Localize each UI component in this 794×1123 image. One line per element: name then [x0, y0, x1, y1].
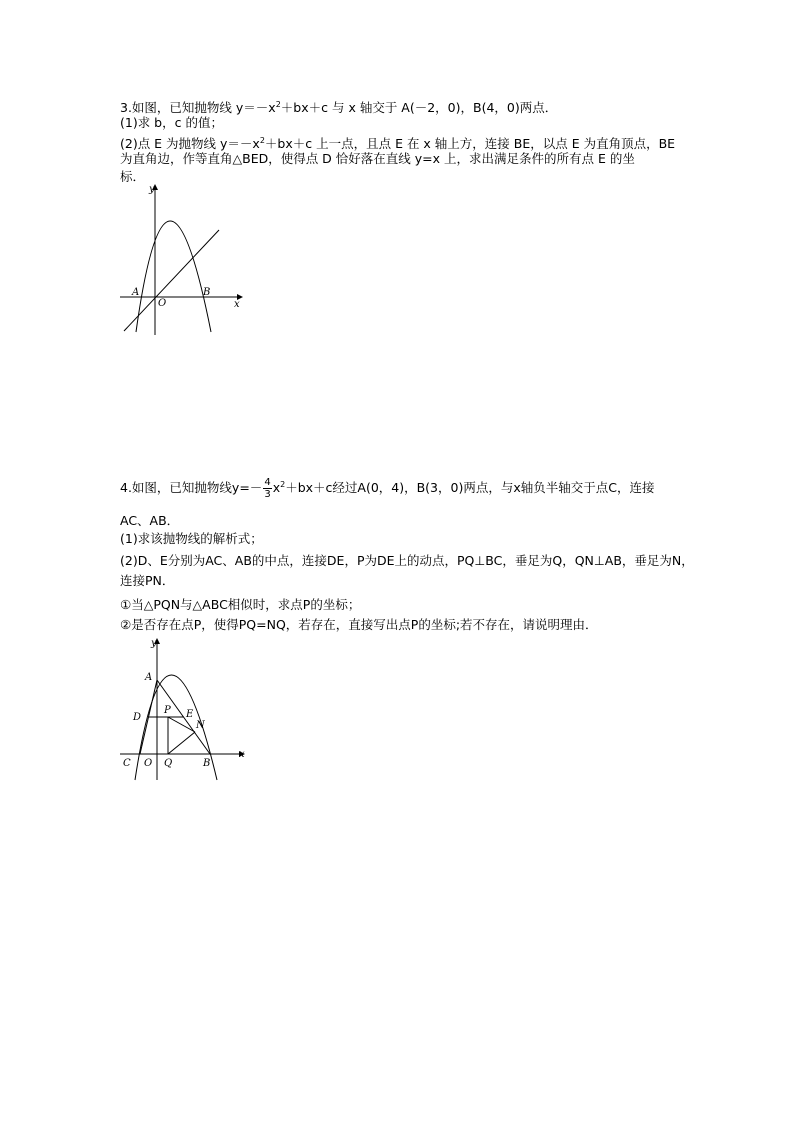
p3-line5: 标．	[120, 169, 146, 184]
p3-sup-2b: 2	[259, 136, 265, 145]
p4-line1-text-a: 4.如图，已知抛物线y=－	[120, 480, 263, 495]
p4-frac-num: 4	[264, 477, 271, 488]
p4-frac-den: 3	[264, 489, 271, 500]
p3-line-y-eq-x	[124, 230, 219, 331]
p4-q2: ②是否存在点P，使得PQ=NQ，若存在，直接写出点P的坐标;若不存在，请说明理由．	[120, 617, 598, 632]
p4-label-O: O	[144, 758, 153, 769]
p3-line3-text-a: (2)点 E 为抛物线 y＝－x	[120, 136, 260, 151]
p4-fraction	[263, 477, 271, 500]
p3-part1: (1)求 b，c 的值；	[120, 115, 223, 130]
p4-label-N: N	[196, 720, 205, 731]
p3-line1-text-b: ＋bx＋c 与 x 轴交于 A(－2，0)，B(4，0)两点．	[280, 100, 558, 115]
p4-q1: ①当△PQN与△ABC相似时，求点P的坐标；	[120, 597, 361, 612]
p4-label-P: P	[164, 705, 171, 716]
p4-sup-2: 2	[280, 480, 286, 489]
p4-label-D: D	[133, 712, 142, 723]
p4-label-y: y	[151, 638, 157, 649]
p4-line1	[120, 474, 654, 500]
p4-label-C: C	[123, 758, 131, 769]
p3-label-A: A	[132, 287, 140, 298]
p3-parabola	[136, 221, 211, 332]
p3-line1-text-a: 3.如图，已知抛物线 y＝－x	[120, 100, 276, 115]
p4-label-E: E	[186, 709, 194, 720]
p4-figure	[115, 635, 255, 785]
p3-label-O: O	[158, 298, 167, 309]
p4-label-Q: Q	[164, 758, 173, 769]
p4-part2-a: (2)D、E分别为AC、AB的中点，连接DE，P为DE上的动点，PQ⊥BC，垂足为Q，QN⊥AB，垂足为N，	[120, 553, 694, 568]
p4-part2-b: 连接PN．	[120, 573, 175, 588]
p4-part1: (1)求该抛物线的解析式；	[120, 531, 263, 546]
p4-segment-QN	[168, 732, 195, 754]
p4-label-x: x	[239, 749, 245, 760]
p4-line1-text-c: ＋bx＋c经过A(0，4)，B(3，0)两点，与x轴负半轴交于点C，连接	[285, 480, 655, 495]
p4-line2: AC、AB．	[120, 513, 180, 528]
p3-line4: 为直角边，作等直角△BED，使得点 D 恰好落在直线 y=x 上，求出满足条件的所有点 E 的坐	[120, 151, 635, 166]
p4-label-A: A	[145, 672, 153, 683]
p3-label-y: y	[149, 184, 155, 195]
p3-line3-text-b: ＋bx＋c 上一点，且点 E 在 x 轴上方，连接 BE，以点 E 为直角顶点，BE	[264, 136, 676, 151]
p4-line1-text-b: x	[272, 480, 281, 495]
p3-figure	[115, 180, 255, 340]
p3-sup-2: 2	[275, 100, 281, 109]
p3-label-B: B	[203, 287, 211, 298]
p4-label-B: B	[203, 758, 211, 769]
p3-label-x: x	[234, 299, 240, 310]
